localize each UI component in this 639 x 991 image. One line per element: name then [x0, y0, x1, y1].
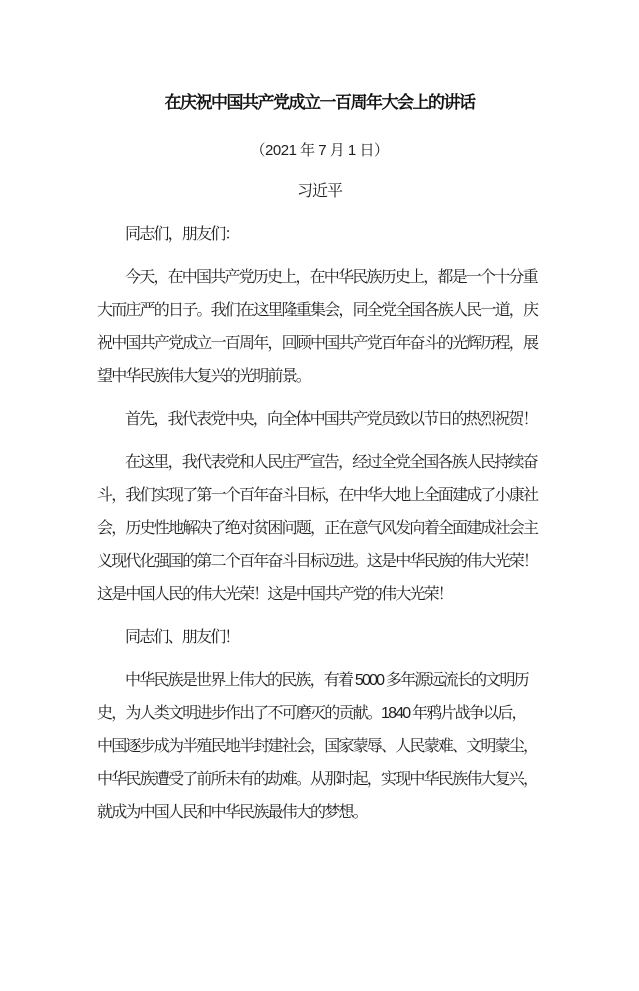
- text-line: 在这里，我代表党和人民庄严宣告，经过全党全国各族人民持续奋: [125, 454, 537, 471]
- text-line: 同志们，朋友们：: [125, 226, 239, 243]
- paragraph: [97, 446, 543, 611]
- paragraph: [97, 261, 543, 393]
- text-line: 今天，在中国共产党历史上，在中华民族历史上，都是一个十分重: [125, 269, 537, 286]
- text-line: 会，历史性地解决了绝对贫困问题，正在意气风发向着全面建成社会主: [97, 520, 538, 537]
- document-title: 在庆祝中国共产党成立一百周年大会上的讲话: [164, 93, 475, 112]
- text-line: 望中华民族伟大复兴的光明前景。: [97, 368, 311, 385]
- text-line: 首先，我代表党中央，向全体中国共产党员致以节日的热烈祝贺！: [125, 411, 537, 428]
- document-author: 习近平: [296, 183, 342, 200]
- text-line: 这是中国人民的伟大光荣！这是中国共产党的伟大光荣！: [97, 586, 453, 603]
- paragraph: [97, 664, 543, 829]
- text-line: 大而庄严的日子。我们在这里隆重集会，同全党全国各族人民一道，庆: [97, 302, 538, 319]
- document-date: （2021 年 7 月 1 日）: [250, 142, 389, 159]
- text-line: 中华民族是世界上伟大的民族，有着 5000 多年源远流长的文明历: [125, 672, 528, 689]
- paragraph: [97, 621, 543, 654]
- text-line: 同志们、朋友们！: [125, 629, 239, 646]
- text-line: 义现代化强国的第二个百年奋斗目标迈进。这是中华民族的伟大光荣！: [97, 553, 538, 570]
- text-line: 中国逐步成为半殖民地半封建社会，国家蒙辱、人民蒙难、文明蒙尘，: [97, 738, 538, 755]
- paragraph: [97, 403, 543, 436]
- text-line: 史，为人类文明进步作出了不可磨灭的贡献。1840 年鸦片战争以后，: [97, 705, 526, 722]
- text-line: 祝中国共产党成立一百周年，回顾中国共产党百年奋斗的光辉历程，展: [97, 335, 538, 352]
- paragraph: [97, 218, 543, 251]
- text-line: 就成为中国人民和中华民族最伟大的梦想。: [97, 804, 367, 821]
- text-line: 中华民族遭受了前所未有的劫难。从那时起，实现中华民族伟大复兴，: [97, 771, 538, 788]
- text-line: 斗，我们实现了第一个百年奋斗目标，在中华大地上全面建成了小康社: [97, 487, 538, 504]
- document-body: [97, 218, 543, 829]
- document-page: [0, 86, 639, 991]
